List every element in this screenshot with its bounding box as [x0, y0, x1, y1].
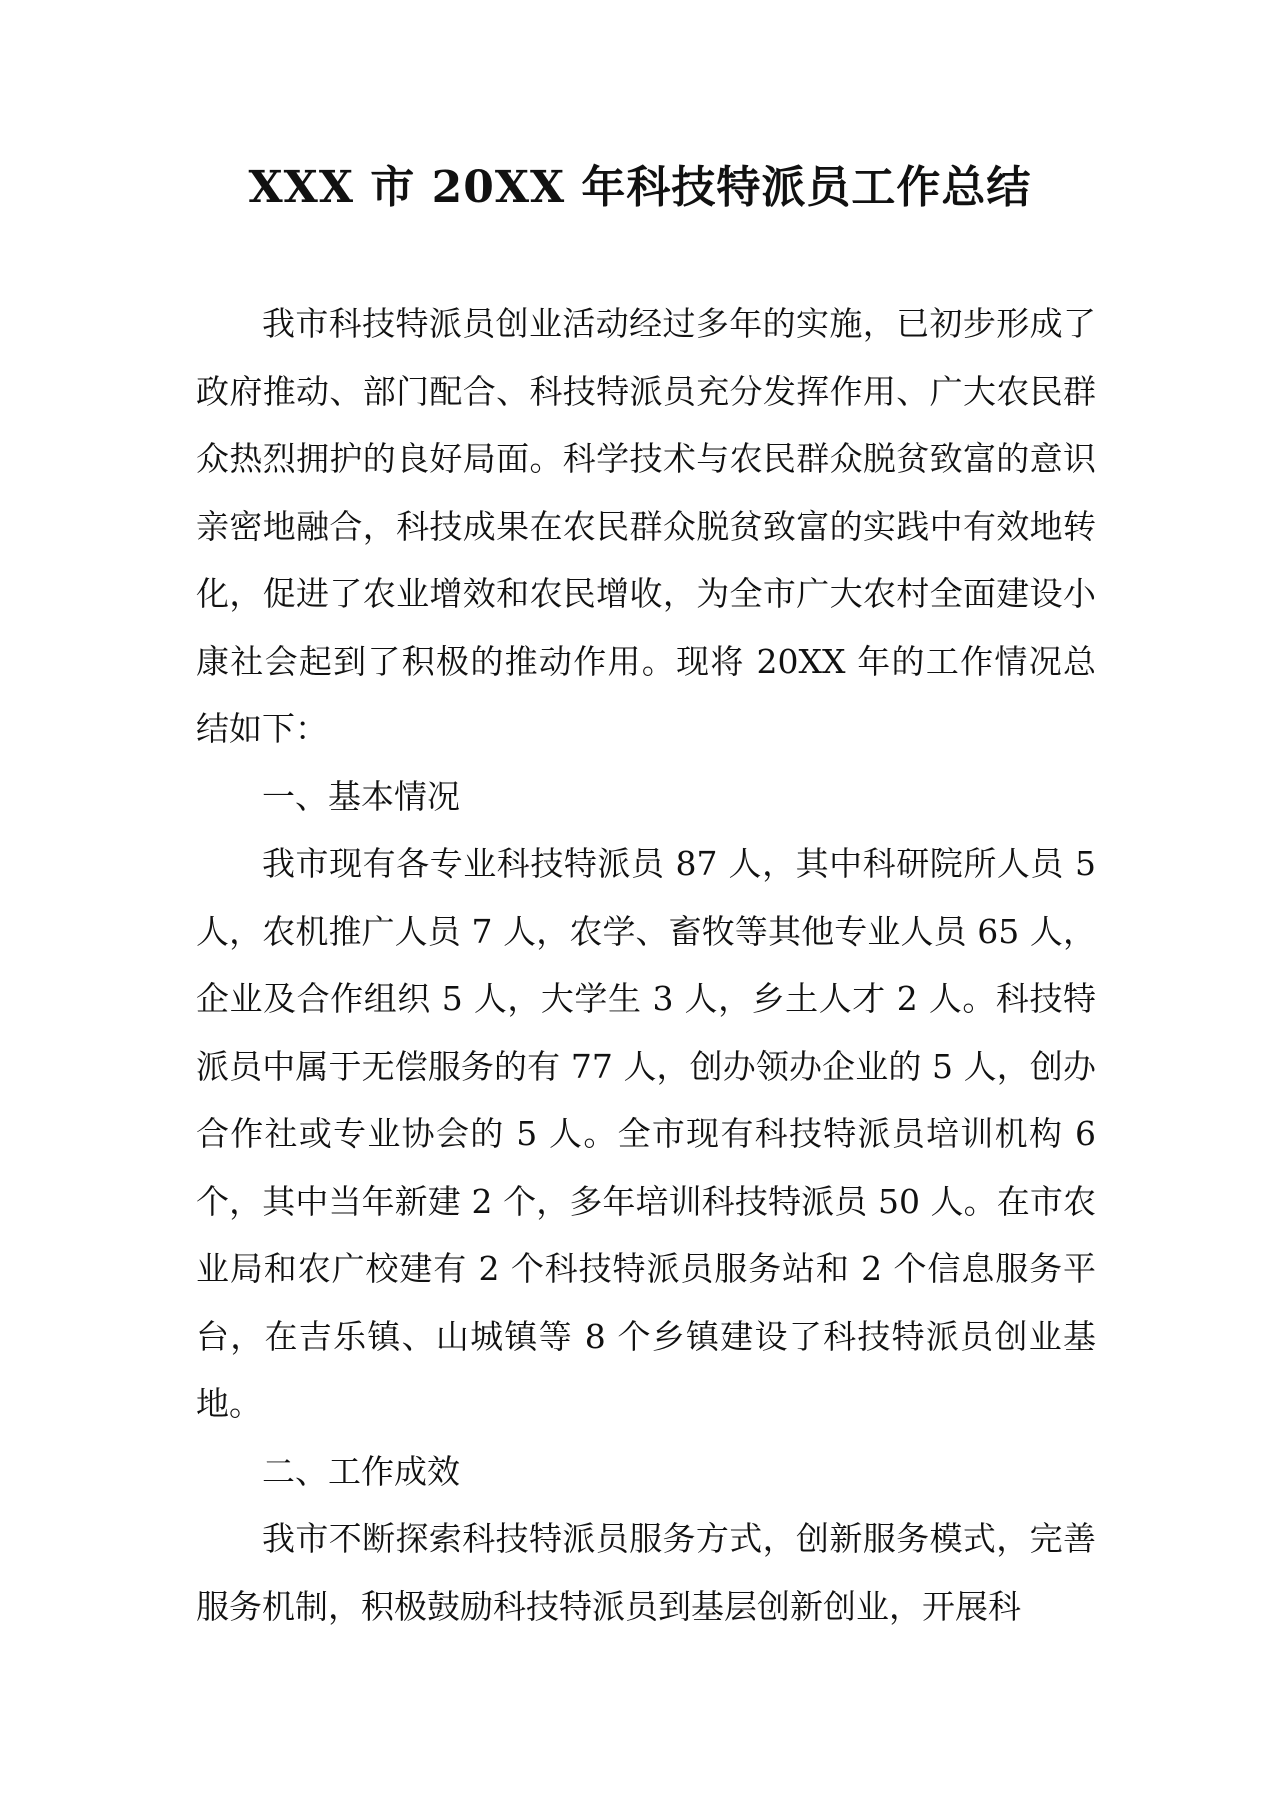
paragraph-work-results: 我市不断探索科技特派员服务方式，创新服务模式，完善服务机制，积极鼓励科技特派员到基层创新创业，开展科 [196, 1519, 1096, 1626]
section-heading-work-results: 二、工作成效 [262, 1451, 460, 1491]
document-body [196, 290, 1096, 1640]
document-title: XXX 市 20XX 年科技特派员工作总结 [248, 162, 1032, 213]
paragraph-basic-situation: 我市现有各专业科技特派员 87 人，其中科研院所人员 5 人，农机推广人员 7 人，农学、畜牧等其他专业人员 65 人，企业及合作组织 5 人，大学生 3 人，乡土人才 2 人。科技特派员中属于无偿服务的有 77 人，创办领办企业的 5 人，创办合作社或专业协会的 5 人。全市现有科技特派员培训机构 6 个，其中当年新建 2 个，多年培训科技特派员 50 人。在市农业局和农广校建有 2 个科技特派员服务站和 2 个信息服务平台，在吉乐镇、山城镇等 8 个乡镇建设了科技特派员创业基地。 [196, 844, 1096, 1423]
section-heading-basic-situation: 一、基本情况 [262, 776, 460, 816]
paragraph-intro: 我市科技特派员创业活动经过多年的实施，已初步形成了政府推动、部门配合、科技特派员充分发挥作用、广大农民群众热烈拥护的良好局面。科学技术与农民群众脱贫致富的意识亲密地融合，科技成果在农民群众脱贫致富的实践中有效地转化，促进了农业增效和农民增收，为全市广大农村全面建设小康社会起到了积极的推动作用。现将 20XX 年的工作情况总结如下： [196, 304, 1096, 748]
